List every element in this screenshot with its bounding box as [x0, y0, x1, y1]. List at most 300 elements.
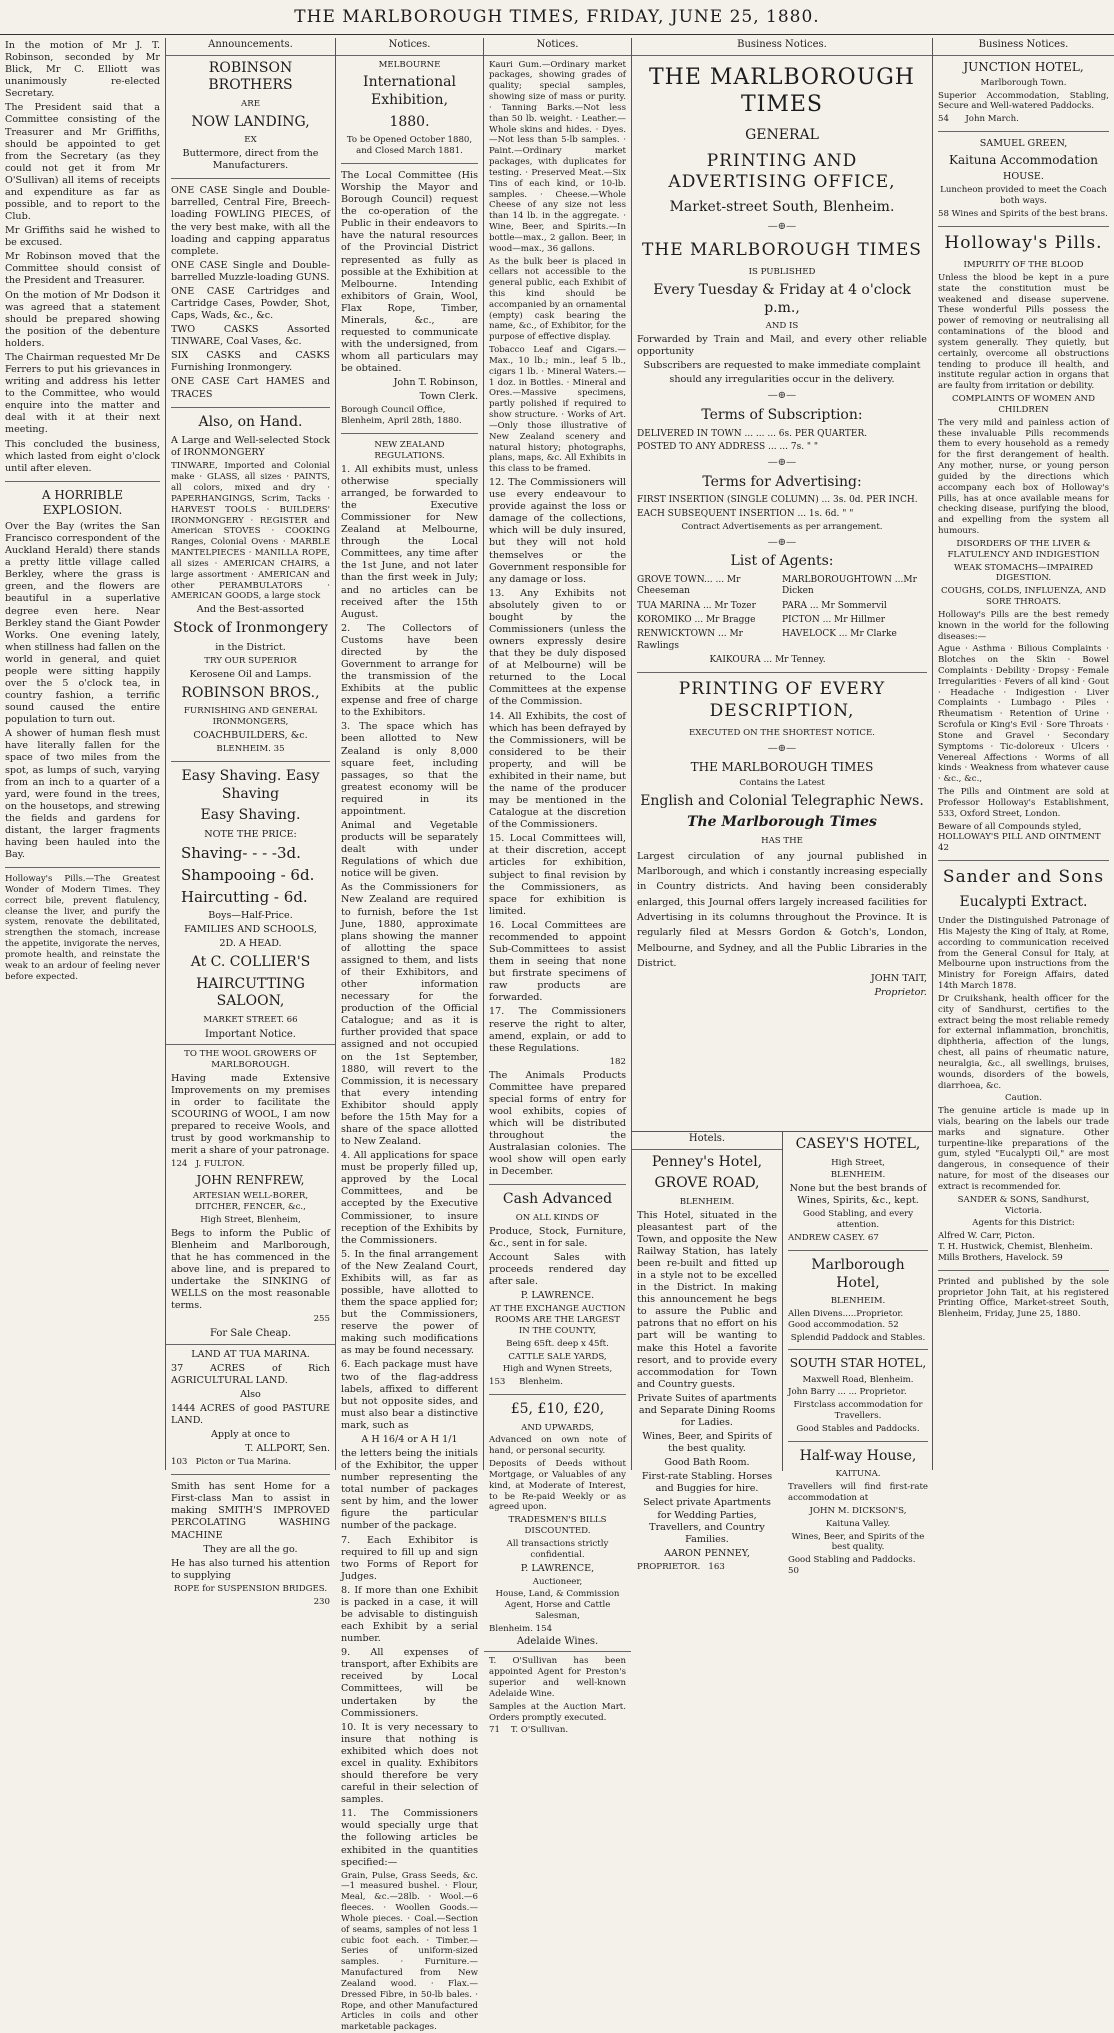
divider: [5, 867, 160, 868]
ad-text: Produce, Stock, Furniture, &c., sent in for sale.: [489, 1225, 626, 1249]
ad-number: 163: [708, 1561, 725, 1572]
ad-text: Largest circulation of any journal published in Marlborough, and which i constantly increasing especially in Country districts. And having been considerably enlarged, this Journal offers largely increased facilities for Advertising in its columns throughout the Province. It is regularly filed at Messrs Gordon & Gotch's, London, Melbourne, and Sydney, and all the Public Libraries in the District.: [637, 850, 927, 970]
ad-text: Kaituna Valley.: [825, 1518, 891, 1529]
regulation: 13. Any Exhibits not absolutely given to or bought by the Commissioners (unless the owners expressly desire that they be duly disposed of at Melbourne) will be returned to the Local Committees at the expense of the Commission.: [489, 587, 626, 708]
ad-text: HOUSE.: [1003, 171, 1044, 183]
ad-title: GROVE ROAD,: [654, 1175, 760, 1192]
ad-text: Contract Advertisements as per arrangement.: [681, 522, 883, 533]
masthead: THE MARLBOROUGH TIMES, FRIDAY, JUNE 25, 1880.: [0, 0, 1114, 35]
ad-text: None but the best brands of Wines, Spirits, &c., kept.: [789, 1183, 927, 1207]
ad-text: [171, 1457, 330, 1468]
ad-text: SANDER & SONS, Sandhurst, Victoria.: [957, 1194, 1090, 1216]
divider: [171, 761, 330, 762]
price-row: Shaving- - - -3d.: [181, 843, 301, 862]
ad-title: ROBINSON BROTHERS: [208, 59, 293, 94]
ad-place: Picton or Tua Marina.: [195, 1457, 292, 1468]
divider: [938, 860, 1109, 861]
notice-signature: Town Clerk.: [419, 391, 478, 403]
regulation: the letters being the initials of the Exhibitor, the upper number representing the total number of packages sent by him, and the lower figure the particular number of the package.: [341, 1448, 478, 1532]
ad-title: At C. COLLIER'S: [190, 953, 311, 970]
ad-text: Splendid Paddock and Stables.: [790, 1332, 926, 1343]
ad-text: [171, 1015, 330, 1026]
regulation: 14. All Exhibits, the cost of which has been defrayed by the Commissioners, will be considered to be their property, and will be exhibited in their name, but the name of the producer may be mentioned in the Catalogue at the discretion of the Commissioners.: [489, 710, 626, 831]
ad-text: Alfred W. Carr, Picton.: [938, 1231, 1036, 1242]
ad-text: Samples at the Auction Mart. Orders promptly executed.: [489, 1701, 626, 1723]
section-header: Business Notices.: [933, 38, 1114, 56]
ad-text: TRADESMEN'S BILLS DISCOUNTED.: [508, 1515, 607, 1537]
regulation: As the Commissioners for New Zealand are required to furnish, before the 1st June, 1880, approximate plans showing the manner of allotting the space assigned to them, and lists of their Exhibitors, and other information necessary for the production of the Official Catalogue; and as it is further provided that space assigned and not occupied on the 1st September, 1880, will revert to the Commission, it is necessary that every intending Exhibitor should apply before the 15th May for a share of the space allotted to New Zealand.: [341, 882, 478, 1148]
ad-text: [938, 822, 1109, 854]
ad-text: SIX CASKS and CASKS Furnishing Ironmongery.: [171, 350, 330, 374]
ad-place: Blenheim.: [519, 1377, 564, 1388]
ad-text: LAND AT TUA MARINA.: [191, 1348, 310, 1360]
terms-row: FIRST INSERTION (SINGLE COLUMN) ... 3s. 0d. PER INCH.: [637, 495, 918, 506]
ad-text: ONE CASE Cartridges and Cartridge Cases, Powder, Shot, Caps, Wads, &c., &c.: [171, 285, 330, 322]
ad-signature: PROPRIETOR.: [637, 1561, 701, 1572]
ad-title: THE MARLBOROUGH TIMES: [648, 64, 915, 118]
divider: [938, 226, 1109, 227]
regulation: Kauri Gum.—Ordinary market packages, showing grades of quality; special samples, showing size of mass or purity. · Tanning Barks.—Not less than 50 lb. weight. · Leather.—Whole skins and hides. · Dyes.—Not less than 5-lb samples. · Paint.—Ordinary market packages, with duplicates for testing. · Preserved Meat.—Six Tins of each kind, or 10-lb. samples. · Cheese.—Whole Cheese of any size not less than 14 lb. in the aggregate. · Wine, Beer, and Spirits.—In bottle—max., 2 gallon. Beer, in wood—max., 36 gallons.: [489, 59, 626, 254]
ad-text: [489, 1725, 626, 1736]
ad-title: Easy Shaving. Easy Shaving: [181, 768, 320, 802]
ad-text: Forwarded by Train and Mail, and every other reliable opportunity: [637, 334, 927, 358]
column-business-notices: [631, 38, 932, 1576]
ad-text: TINWARE, Imported and Colonial make · GLASS, all sizes · PAINTS, all colors, mixed and dry · PAPERHANGINGS, Scrim, Tacks · HARVEST TOOLS · BUILDERS' IRONMONGERY · REGISTER and American STOVES · COOKING Ranges, Colonial Ovens · MARBLE MANTELPIECES · MANILLA ROPE, all sizes · AMERICAN CHAIRS, a large assortment · AMERICAN and other PERAMBULATORS · AMERICAN GOODS, a large stock: [171, 461, 330, 602]
ad-text: [171, 744, 330, 755]
ad-place: Blenheim.: [489, 1623, 533, 1634]
ad-text: First-rate Stabling. Horses and Buggies for hire.: [641, 1471, 773, 1495]
ad-title: HAIRCUTTING SALOON,: [196, 975, 305, 1010]
ad-text: Unless the blood be kept in a pure state the constitution must be weakened and disease supervene. These wonderful Pills possess the power of removing or neutralising all contaminations of the blood and system generally. They quietly, but certainly, overcome all obstructions tending to produce ill health, and institute regular action in organs that are faulty from irritation or debility.: [938, 273, 1109, 392]
ad-signature: AARON PENNEY,: [664, 1547, 750, 1559]
ad-number: 58: [938, 208, 949, 219]
notice-text: Blenheim, April 28th, 1880.: [341, 416, 462, 427]
ornament: —⊕—: [767, 390, 797, 402]
terms-row: DELIVERED IN TOWN ... ... ... 6s. PER QUARTER.: [637, 428, 868, 439]
ad-text: Being 65ft. deep x 45ft.: [506, 1338, 609, 1349]
ad-text: T. O'Sullivan has been appointed Agent for Preston's superior and well-known Adelaide Wine.: [489, 1656, 626, 1699]
ad-text: Private Suites of apartments and Separate Dining Rooms for Ladies.: [637, 1392, 777, 1428]
ad-text: Wines, Beer, and Spirits of the best quality.: [642, 1431, 772, 1455]
regulation: Grain, Pulse, Grass Seeds, &c.—1 measured bushel. · Flour, Meal, &c.—28lb. · Wool.—6 fleeces. · Woollen Goods.—Whole pieces. · Coal.—Section of seams, samples of not less 1 cubic foot each. · Timber.—Series of uniform-sized samples. · Furniture.—Manufactured from New Zealand wood. · Flax.—Dressed Fibre, in 50-lb bales. · Rope, and other Manufactured Articles in coils and other marketable packages.: [341, 1870, 478, 2033]
ad-text: ONE CASE Single and Double-barrelled, Central Fire, Breech-loading FOWLING PIECES, of the very best make, with all the loading and capping apparatus complete.: [171, 185, 330, 257]
ad-text: This Hotel, situated in the pleasantest part of the Town, and opposite the New Railway Station, has lately been re-built and fitted up in a style not to be excelled in the District. In making this announcement he begs to assure the Public and patrons that no effort on his part will be wanting to make this Hotel a favorite resort, and to provide every accommodation for Town and Country guests.: [637, 1209, 777, 1390]
ad-signature: T. ALLPORT, Sen.: [245, 1443, 330, 1455]
ad-text: COMPLAINTS OF WOMEN AND CHILDREN: [952, 394, 1095, 415]
ad-text: Holloway's Pills are the best remedy known in the world for the following diseases:—: [938, 609, 1109, 642]
ad-text: High Street, Blenheim,: [200, 1214, 301, 1225]
column-notices-2: [483, 38, 631, 1736]
ad-text: House, Land, & Commission Agent, Horse and Cattle Salesman,: [495, 1589, 620, 1622]
agent-entry: TUA MARINA ... Mr Tozer: [637, 600, 756, 611]
regulation: 8. If more than one Exhibit is packed in a case, it will be advisable to distinguish each Exhibit by a serial number.: [341, 1584, 478, 1645]
ad-text: Firstclass accommodation for Travellers.: [793, 1400, 923, 1422]
agent-entry: RENWICKTOWN ... Mr Rawlings: [637, 629, 743, 651]
price-row: Shampooing - 6d.: [181, 865, 315, 884]
ad-text: NOTE THE PRICE:: [204, 828, 297, 840]
ornament: —⊕—: [767, 221, 797, 233]
divider: [5, 481, 160, 482]
section-header: Notices.: [484, 38, 631, 56]
agents-list: [637, 575, 927, 666]
ad-title: SOUTH STAR HOTEL,: [789, 1356, 927, 1371]
ad-text-inline: Beware of all Compounds styled, HOLLOWAY'S PILL AND OINTMENT: [938, 821, 1101, 843]
ad-text: AND IS: [765, 321, 799, 332]
ad-text: FURNISHING AND GENERAL IRONMONGERS,: [183, 706, 318, 728]
notice-text: MELBOURNE: [378, 59, 441, 70]
ad-text: ARTESIAN WELL-BORER, DITCHER, FENCER, &c.,: [192, 1191, 309, 1213]
ad-title: CASEY'S HOTEL,: [795, 1136, 921, 1152]
ad-place: BLENHEIM.: [216, 744, 271, 755]
ad-title: THE MARLBOROUGH TIMES: [690, 759, 874, 774]
ad-text: Subscribers are requested to make immediate complaint: [643, 360, 921, 372]
ad-text: TRY OUR SUPERIOR: [204, 655, 297, 666]
ad-text: Select private Apartments for Wedding Parties, Travellers, and Country Families.: [643, 1497, 771, 1545]
ad-title: JUNCTION HOTEL,: [963, 59, 1084, 74]
ad-text: DISORDERS OF THE LIVER & FLATULENCY AND INDIGESTION: [947, 538, 1100, 560]
ad-signature: P. LAWRENCE.: [520, 1290, 595, 1302]
ad-text: Agents for this District:: [972, 1218, 1075, 1229]
notice-title: NEW ZEALAND REGULATIONS.: [374, 440, 445, 461]
meeting-paragraph: Mr Griffiths said he wished to be excused.: [5, 225, 160, 249]
divider: [341, 163, 478, 164]
column-meeting-report: [0, 38, 165, 1470]
ad-text: 2D. A HEAD.: [219, 937, 282, 949]
divider: [637, 672, 927, 673]
ad-title: £5, £10, £20,: [510, 1400, 605, 1417]
ad-text: KAITUNA.: [835, 1469, 881, 1480]
ad-text: [489, 1377, 626, 1388]
ad-text: Good Stabling, and every attention.: [802, 1209, 914, 1231]
ornament: —⊕—: [767, 536, 797, 548]
ad-text: EXECUTED ON THE SHORTEST NOTICE.: [688, 728, 875, 739]
divider: [489, 1184, 626, 1185]
ad-text: [788, 1233, 928, 1244]
notice-title: International Exhibition,: [363, 74, 456, 109]
ad-title: Half-way House,: [799, 1447, 917, 1464]
regulation: 3. The space which has been allotted to New Zealand is only 8,000 square feet, including passages, so that the greatest economy will be required in its appointment.: [341, 721, 478, 817]
ad-text: JOHN M. DICKSON'S,: [809, 1505, 907, 1516]
regulation: 16. Local Committees are recommended to appoint Sub-Committees to assist them in seeing that none but firstrate specimens of raw products are forwarded.: [489, 919, 626, 1004]
ad-text: BLENHEIM.: [830, 1296, 886, 1307]
ad-title: Stock of Ironmongery: [173, 620, 328, 637]
ad-title: Holloway's Pills.: [944, 232, 1103, 253]
ad-signature: ANDREW CASEY.: [788, 1233, 866, 1244]
ad-text: A Large and Well-selected Stock of IRONMONGERY: [171, 435, 330, 459]
section-header: Hotels.: [632, 1132, 782, 1150]
ad-text: IMPURITY OF THE BLOOD: [963, 260, 1084, 271]
ad-text: EX: [244, 135, 257, 146]
ad-number: 50: [788, 1565, 799, 1576]
ad-title: THE MARLBOROUGH TIMES: [642, 239, 922, 260]
ad-title: PRINTING OF EVERY DESCRIPTION,: [678, 679, 886, 721]
ad-title: List of Agents:: [730, 553, 834, 570]
hotels-section: [632, 1131, 932, 1576]
ad-text: High Street,: [831, 1157, 885, 1168]
ad-signature: John March.: [965, 114, 1019, 125]
ad-text: They are all the go.: [203, 1543, 298, 1555]
terms-row: POSTED TO ANY ADDRESS ... ... 7s. " ": [637, 441, 819, 452]
ad-text: [938, 1253, 1109, 1264]
ad-text: Good Stables and Paddocks.: [796, 1423, 920, 1434]
regulation: 15. Local Committees will, at their discretion, accept articles for exhibition, subject to final revision by the Commissioners, as space for exhibition is limited.: [489, 833, 626, 917]
section-header: Important Notice.: [166, 1028, 335, 1046]
notice-text: The Local Committee (His Worship the Mayor and Borough Council) request the co-operation of the Public in their endeavors to have the natural resources of the Provincial District represented as fully as possible at the Exhibition at Melbourne. Intending exhibitors of Grain, Wool, Flax Rope, Timber, Minerals, &c., are requested to communicate with the undersigned, from whom all particulars may be obtained.: [341, 169, 478, 375]
ad-text: Boys—Half-Price.: [208, 909, 293, 921]
ad-text-inline: Wines and Spirits of the best brans.: [951, 208, 1108, 219]
ad-text: ONE CASE Cart HAMES and TRACES: [171, 376, 330, 400]
ad-text: Having made Extensive Improvements on my premises in order to facilitate the SCOURING of WOOL, I am now prepared to receive Wools, and trust by good workmanship to merit a share of your patronage.: [171, 1072, 330, 1157]
ad-signature: J. FULTON.: [195, 1159, 245, 1170]
ad-title: GENERAL: [745, 127, 819, 144]
ad-text: Marlborough Town.: [980, 77, 1067, 88]
ad-title: NOW LANDING,: [191, 113, 310, 130]
ad-text: ROPE for SUSPENSION BRIDGES.: [173, 1583, 328, 1594]
column-announcements: [165, 38, 335, 1607]
meeting-paragraph: The Chairman requested Mr De Ferrers to put his grievances in writing and address his letter to the Committee, who would enquire into the matter and deal with it at their next meeting.: [5, 351, 160, 436]
agent-entry: PARA ... Mr Sommervil: [782, 600, 887, 611]
section-header: Notices.: [336, 38, 483, 56]
ad-text: Caution.: [1005, 1093, 1042, 1104]
ad-title: ROBINSON BROS.,: [181, 684, 320, 701]
ad-number: 35: [273, 744, 285, 755]
ad-number: 153: [489, 1377, 506, 1388]
regulation: 9. All expenses of transport, after Exhibits are received by Local Committees, will be undertaken by the Commissioners.: [341, 1647, 478, 1719]
ad-title: English and Colonial Telegraphic News.: [640, 792, 924, 809]
section-header: Business Notices.: [632, 38, 932, 56]
ad-title: Sander and Sons: [942, 867, 1105, 888]
hotel-right-column: [782, 1132, 933, 1576]
divider: [341, 433, 478, 434]
meeting-paragraph: This concluded the business, which lasted from eight o'clock until after eleven.: [5, 438, 160, 474]
agent-entry: KAIKOURA ... Mr Tenney.: [709, 655, 826, 666]
meeting-paragraph: On the motion of Mr Dodson it was agreed that a statement should be prepared showing the position of the debenture holders.: [5, 289, 160, 349]
divider: [938, 131, 1109, 132]
ad-text: The very mild and painless action of these invaluable Pills recommends them to every household as a remedy for the first derangement of health. Any mother, nurse, or young person guided by the directions which accompany each box of Holloway's Pills, has at once available means for checking disease, purifying the blood, and expelling from the system all humours.: [938, 417, 1109, 537]
ad-text: 37 ACRES of Rich AGRICULTURAL LAND.: [171, 1362, 330, 1386]
ad-text: HAS THE: [761, 835, 803, 846]
ad-text: SAMUEL GREEN,: [979, 138, 1068, 150]
ad-text: Market-street South, Blenheim.: [669, 199, 895, 216]
ad-title: The Marlborough Times: [687, 814, 877, 831]
ad-title: Marlborough Hotel,: [811, 1256, 905, 1291]
hotel-left-column: [632, 1132, 782, 1573]
ad-text-inline: Mills Brothers, Havelock.: [938, 1252, 1050, 1263]
ad-title: Terms of Subscription:: [701, 406, 863, 423]
ad-text: 1444 ACRES of good PASTURE LAND.: [171, 1403, 330, 1427]
article-paragraph: Over the Bay (writes the San Francisco correspondent of the Auckland Herald) there stands a pretty little village called Berkley, where the grass is green, and the flowers are beautiful in a superlative degree even here. Near Berkley stand the Giant Powder Works. One evening lately, when stillness had fallen on the world in general, and quiet people were sitting happily over the 5 o'clock tea, in country fashion, a terrific sound caused the entire population to turn out.: [5, 520, 160, 726]
divider: [171, 1474, 330, 1475]
agent-entry: HAVELOCK ... Mr Clarke: [782, 629, 897, 640]
ad-text: Auctioneer,: [532, 1576, 583, 1587]
ad-text: Good Bath Room.: [664, 1457, 750, 1469]
ad-text: Deposits of Deeds without Mortgage, or Valuables of any kind, at Moderate of Interest, to be Re-paid Weekly or as agreed upon.: [489, 1459, 626, 1513]
ad-signature: JOHN TAIT,: [870, 973, 927, 985]
ad-text-inline: Good Stabling and Paddocks.: [788, 1555, 916, 1566]
divider: [489, 1394, 626, 1395]
ad-title: Terms for Advertising:: [702, 473, 862, 490]
ad-number: 52: [887, 1319, 899, 1330]
ad-signature: P. LAWRENCE,: [520, 1562, 595, 1574]
notice-signature: John T. Robinson,: [393, 377, 478, 389]
divider: [171, 407, 330, 408]
ad-number: 124: [171, 1159, 188, 1170]
ad-text: Maxwell Road, Blenheim.: [802, 1374, 914, 1385]
ad-text: John Barry ... ... Proprietor.: [788, 1387, 907, 1398]
ad-number: 71: [489, 1725, 500, 1736]
regulation: 7. Each Exhibitor is required to fill up and sign two Forms of Report for Judges.: [341, 1534, 478, 1582]
ornament: —⊕—: [767, 457, 797, 469]
ad-text: Allen Divens.....Proprietor.: [788, 1309, 904, 1319]
ad-text: He has also turned his attention to supplying: [171, 1557, 330, 1581]
regulation: 6. Each package must have two of the flag-address labels, affixed to different but not opposite sides, and must also bear a distinctive mark, such as: [341, 1359, 478, 1431]
meeting-paragraph: The President said that a Committee consisting of the Treasurer and Mr Griffiths, should be appointed to get from the Secretary (as they could not get it from Mr O'Sullivan) all items of receipts and expenditure as far as possible, and to report to the Club.: [5, 102, 160, 223]
notice-text: To be Opened October 1880, and Closed March 1881.: [346, 135, 473, 157]
ad-text: WEAK STOMACHS—IMPAIRED DIGESTION.: [953, 562, 1094, 584]
ad-number: 230: [313, 1596, 330, 1607]
divider: [788, 1441, 928, 1442]
divider: [938, 1270, 1109, 1271]
regulation: 12. The Commissioners will use every endeavour to provide against the loss or damage of the collections, which will be duly insured, but they will not hold themselves or the Government responsible for any damage or loss.: [489, 477, 626, 585]
section-header: Adelaide Wines.: [484, 1635, 631, 1653]
ad-text: Begs to inform the Public of Blenheim and Marlborough, that he has commenced in the above line, and is prepared to undertake the SINKING of WELLS on the most reasonable terms.: [171, 1227, 330, 1312]
ad-text: CATTLE SALE YARDS,: [508, 1351, 607, 1362]
ornament: —⊕—: [767, 743, 797, 755]
regulation-mark: A H 16/4 or A H 1/1: [361, 1433, 458, 1445]
ad-text: Dr Cruikshank, health officer for the city of Sandhurst, certifies to the extract being the most reliable remedy for external inflammation, bronchitis, diphtheria, affection of the lungs, chest, all pains of rheumatic nature, neuralgia, &c., all swellings, bruises, wounds, disorders of the bowels, diarrhoea, &c.: [938, 993, 1109, 1091]
article-title: A HORRIBLE EXPLOSION.: [41, 487, 124, 517]
ad-number: 42: [938, 843, 949, 854]
ad-text: All transactions strictly confidential.: [506, 1538, 609, 1560]
ad-text: in the District.: [215, 641, 286, 653]
ad-title: JOHN RENFREW,: [196, 1173, 305, 1188]
ad-text: [938, 114, 1109, 125]
ad-text: ONE CASE Single and Double-barrelled Muzzle-loading GUNS.: [171, 259, 330, 283]
ad-text: And the Best-assorted: [196, 604, 305, 616]
regulation: 5. In the final arrangement of the New Zealand Court, Exhibits will, as far as possible, have allotted to them the space applied for; but the Commissioners, reserve the power of making such modifications as may be found necessary.: [341, 1248, 478, 1357]
column-notices-1: [335, 38, 483, 2033]
ad-text: Wines, Beer, and Spirits of the best quality.: [791, 1531, 925, 1553]
ad-text: [788, 1555, 928, 1577]
ad-text: Kerosene Oil and Lamps.: [189, 668, 312, 680]
ad-text: Contains the Latest: [739, 777, 825, 788]
ad-text: Also: [240, 1389, 261, 1401]
imprint: Printed and published by the sole proprietor John Tait, at his registered Printing Office, Market-street South, Blenheim, Friday, June 25, 1880.: [938, 1276, 1109, 1320]
notice-text: Borough Council Office,: [341, 405, 446, 416]
ad-text: COUGHS, COLDS, INFLUENZA, AND SORE THROATS.: [941, 586, 1106, 608]
agent-entry: PICTON ... Mr Hillmer: [782, 615, 886, 626]
meeting-paragraph: Mr Robinson moved that the Committee should consist of the President and Treasurer.: [5, 251, 160, 287]
article-paragraph: A shower of human flesh must have literally fallen for the space of two miles from the spot, as lumps of such, varying from an inch to a quarter of a yard, were found in the trees, on the housetops, and strewing the fields and gardens for distant, the larger fragments having been hauled into the Bay.: [5, 728, 160, 861]
ad-text: [938, 209, 1109, 220]
ad-text: Advanced on own note of hand, or personal security.: [489, 1435, 626, 1457]
regulation: 4. All applications for space must be properly filled up, approved by the Local Committees, and be accepted by the Executive Commissioner, to insure reception of the Exhibits by the Commissioners.: [341, 1150, 478, 1246]
holloway-note: Holloway's Pills.—The Greatest Wonder of Modern Times. They correct bile, prevent flatulency, cleanse the liver, and purify the system, renovate the debilitated, strengthen the stomach, increase the appetite, invigorate the nerves, promote health, and reinstate the weak to an ardour of feeling never before expected.: [5, 874, 160, 982]
ad-text: Under the Distinguished Patronage of His Majesty the King of Italy, at Rome, according to communication received from the General Consul for Italy, at Melbourne upon instructions from the Ministry for Foreign Affairs, dated 14th March 1878.: [938, 916, 1109, 992]
section-header: For Sale Cheap.: [166, 1327, 335, 1345]
ad-text: T. H. Hustwick, Chemist, Blenheim.: [938, 1242, 1093, 1253]
ad-number: 59: [1051, 1252, 1063, 1263]
meeting-paragraph: In the motion of Mr J. T. Robinson, seconded by Mr Blick, Mr C. Elliott was unanimously re-elected Secretary.: [5, 40, 160, 100]
ad-title: Penney's Hotel,: [651, 1153, 763, 1170]
ad-title: Also, on Hand.: [198, 413, 303, 430]
ad-text: BLENHEIM.: [830, 1170, 886, 1181]
ad-text: FAMILIES AND SCHOOLS,: [184, 923, 317, 935]
divider: [171, 178, 330, 179]
regulation: 10. It is very necessary to insure that nothing is exhibited which does not excel in quality. Exhibitors should therefore be very careful in their selection of samples.: [341, 1721, 478, 1806]
regulation: Tobacco Leaf and Cigars.—Max., 10 lb.; min., leaf 5 lb., cigars 1 lb. · Mineral Waters.—1 doz. in Bottles. · Mineral and Ores.—Massive specimens, partly polished if required to show structure. · Works of Art.—Only those illustrative of New Zealand scenery and natural history; photographs, plans, maps, &c. All Exhibits in this class to be framed.: [489, 345, 626, 475]
ad-text: The Pills and Ointment are sold at Professor Holloway's Establishment, 533, Oxford Street, London.: [938, 787, 1109, 819]
ad-number: 255: [313, 1314, 330, 1325]
ad-text: Apply at once to: [210, 1429, 291, 1441]
ad-signature: Proprietor.: [874, 987, 927, 999]
ad-text: TWO CASKS Assorted TINWARE, Coal Vases, &c.: [171, 324, 330, 348]
ad-text: ON ALL KINDS OF: [515, 1212, 600, 1223]
section-header: Announcements.: [166, 38, 335, 56]
regulation: 1. All exhibits must, unless otherwise specially arranged, be forwarded to the Executive Commissioner for New Zealand at Melbourne, through the Local Committees, any time after the 1st June, and not later than the first week in July; and no articles can be received after the 15th August.: [341, 463, 478, 620]
ad-text: Ague · Asthma · Bilious Complaints · Blotches on the Skin · Bowel Complaints · Debility · Dropsy · Female Irregularities · Fevers of all kind · Gout · Headache · Indigestion · Liver Complaints · Lumbago · Piles · Rheumatism · Retention of Urine · Scrofula or King's Evil · Sore Throats · Stone and Gravel · Secondary Symptoms · Tic-doloreux · Ulcers · Venereal Affections · Worms of all kinds · Weakness from whatever cause · &c., &c.,: [938, 644, 1109, 785]
ad-number: 182: [609, 1056, 626, 1067]
ad-place: MARKET STREET.: [203, 1014, 284, 1025]
regulation: The Animals Products Committee have prepared special forms of entry for wool exhibits, copies of which will be distributed throughout the Australasian colonies. The wool show will open early in December.: [489, 1069, 626, 1178]
ad-text: Travellers will find first-rate accommodation at: [788, 1482, 928, 1504]
ad-text: Account Sales with proceeds rendered day after sale.: [489, 1251, 626, 1288]
ad-text: Superior Accommodation, Stabling, Secure and Well-watered Paddocks.: [938, 90, 1109, 112]
ad-text: Luncheon provided to meet the Coach both ways.: [940, 185, 1107, 207]
price-row: Haircutting - 6d.: [181, 887, 308, 906]
column-business-notices-2: [932, 38, 1114, 1470]
ad-text: [637, 1562, 777, 1573]
terms-row: EACH SUBSEQUENT INSERTION ... 1s. 6d. " ": [637, 508, 854, 519]
ad-title: Easy Shaving.: [200, 807, 301, 824]
ad-number: 154: [535, 1623, 553, 1634]
agent-entry: KOROMIKO ... Mr Bragge: [637, 615, 756, 626]
ad-text: Buttermore, direct from the Manufacturers.: [182, 148, 319, 172]
ad-title: PRINTING AND ADVERTISING OFFICE,: [668, 150, 896, 193]
notice-title: 1880.: [389, 113, 430, 130]
ad-text: should any irregularities occur in the delivery.: [669, 374, 895, 386]
regulation: 2. The Collectors of Customs have been directed by the Government to arrange for the transmission of the Exhibits at the public expense and free of charge to the Exhibitors.: [341, 622, 478, 719]
ad-text: IS PUBLISHED: [748, 267, 816, 278]
divider: [788, 1349, 928, 1350]
ad-title: Cash Advanced: [502, 1191, 613, 1208]
ad-title: Kaituna Accommodation: [949, 153, 1098, 168]
ad-number: 103: [171, 1457, 188, 1468]
ad-signature: T. O'Sullivan.: [510, 1725, 569, 1736]
ad-text: [788, 1320, 928, 1331]
ad-number: 67: [867, 1233, 879, 1244]
ad-text: AT THE EXCHANGE AUCTION ROOMS ARE THE LARGEST IN THE COUNTY,: [489, 1304, 626, 1336]
ad-text: [171, 1159, 330, 1170]
ad-text: BLENHEIM.: [679, 1196, 735, 1207]
agent-entry: GROVE TOWN... ... Mr Cheeseman: [637, 575, 741, 597]
agent-entry: MARLBOROUGHTOWN ...Mr Dicken: [782, 575, 917, 597]
ad-text-inline: Good accommodation.: [788, 1319, 886, 1330]
divider: [788, 1250, 928, 1251]
regulation: 17. The Commissioners reserve the right to alter, amend, explain, or add to these Regulations.: [489, 1006, 626, 1054]
ad-text: High and Wynen Streets,: [502, 1364, 613, 1375]
ad-text: AND UPWARDS,: [521, 1422, 594, 1433]
regulation: As the bulk beer is placed in cellars not accessible to the general public, each Exhibit of this kind should be accompanied by an ornamental (empty) cask bearing the name, &c., of Exhibitor, for the purpose of effective display.: [489, 256, 626, 343]
ad-number: 66: [286, 1014, 298, 1025]
ad-number: 54: [938, 114, 949, 125]
ad-text: ARE: [241, 98, 260, 109]
ad-text: The genuine article is made up in vials, bearing on the labels our trade marks and signature. Other turpentine-like preparations of the gum, styled "Eucalypti Oil," are most dangerous, in consequence of their nature, for most of the diseases our extract is recommended for.: [938, 1106, 1109, 1192]
ad-title: Eucalypti Extract.: [959, 894, 1088, 911]
ad-text: TO THE WOOL GROWERS OF MARLBOROUGH.: [184, 1049, 317, 1071]
ad-text: [489, 1624, 626, 1635]
ad-text: COACHBUILDERS, &c.: [193, 730, 308, 742]
